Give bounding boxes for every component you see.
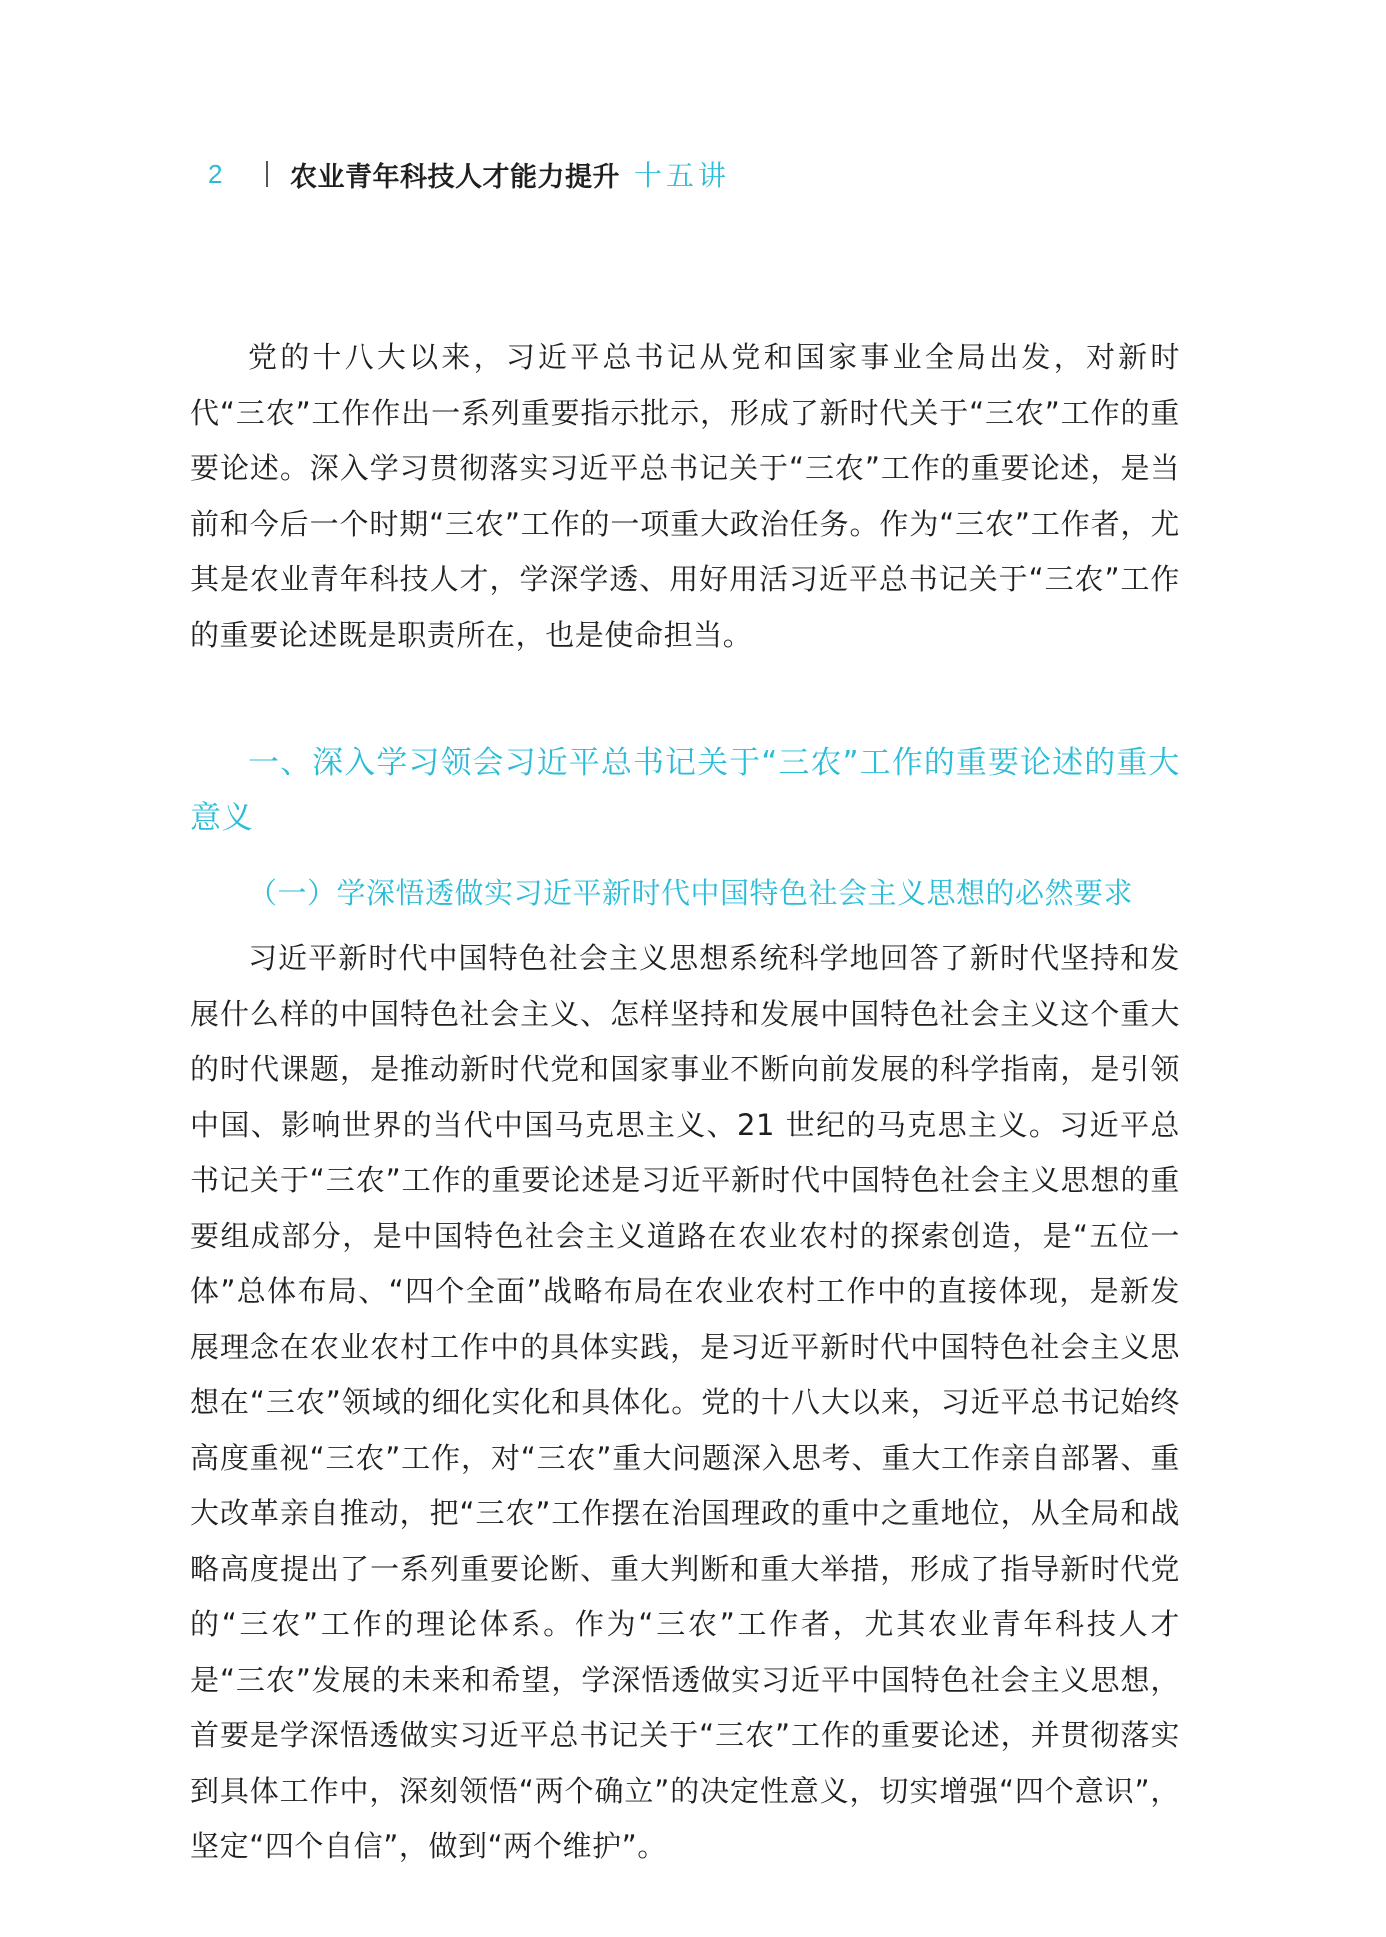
- intro-paragraph: 党的十八大以来，习近平总书记从党和国家事业全局出发，对新时代“三农”工作作出一系列重要指示批示，形成了新时代关于“三农”工作的重要论述。深入学习贯彻落实习近平总书记关于“三农”工作的重要论述，是当前和今后一个时期“三农”工作的一项重大政治任务。作为“三农”工作者，尤其是农业青年科技人才，学深学透、用好用活习近平总书记关于“三农”工作的重要论述既是职责所在，也是使命担当。: [190, 340, 1180, 652]
- book-title: 农业青年科技人才能力提升: [290, 161, 620, 193]
- subsection-heading: （一）学深悟透做实习近平新时代中国特色社会主义思想的必然要求: [248, 876, 1134, 910]
- header-divider: [266, 161, 268, 187]
- page-number: 2: [208, 158, 223, 189]
- section-heading: 一、深入学习领会习近平总书记关于“三农”工作的重要论述的重大意义: [190, 745, 1180, 836]
- page-content: [190, 330, 1180, 1875]
- book-title-accent: 十五讲: [634, 159, 731, 192]
- running-header: [208, 154, 730, 194]
- body-paragraph: 习近平新时代中国特色社会主义思想系统科学地回答了新时代坚持和发展什么样的中国特色社会主义、怎样坚持和发展中国特色社会主义这个重大的时代课题，是推动新时代党和国家事业不断向前发展的科学指南，是引领中国、影响世界的当代中国马克思主义、21 世纪的马克思主义。习近平总书记关于“三农”工作的重要论述是习近平新时代中国特色社会主义思想的重要组成部分，是中国特色社会主义道路在农业农村的探索创造，是“五位一体”总体布局、“四个全面”战略布局在农业农村工作中的直接体现，是新发展理念在农业农村工作中的具体实践，是习近平新时代中国特色社会主义思想在“三农”领域的细化实化和具体化。党的十八大以来，习近平总书记始终高度重视“三农”工作，对“三农”重大问题深入思考、重大工作亲自部署、重大改革亲自推动，把“三农”工作摆在治国理政的重中之重地位，从全局和战略高度提出了一系列重要论断、重大判断和重大举措，形成了指导新时代党的“三农”工作的理论体系。作为“三农”工作者，尤其农业青年科技人才是“三农”发展的未来和希望，学深悟透做实习近平中国特色社会主义思想，首要是学深悟透做实习近平总书记关于“三农”工作的重要论述，并贯彻落实到具体工作中，深刻领悟“两个确立”的决定性意义，切实增强“四个意识”，坚定“四个自信”，做到“两个维护”。: [190, 941, 1180, 1863]
